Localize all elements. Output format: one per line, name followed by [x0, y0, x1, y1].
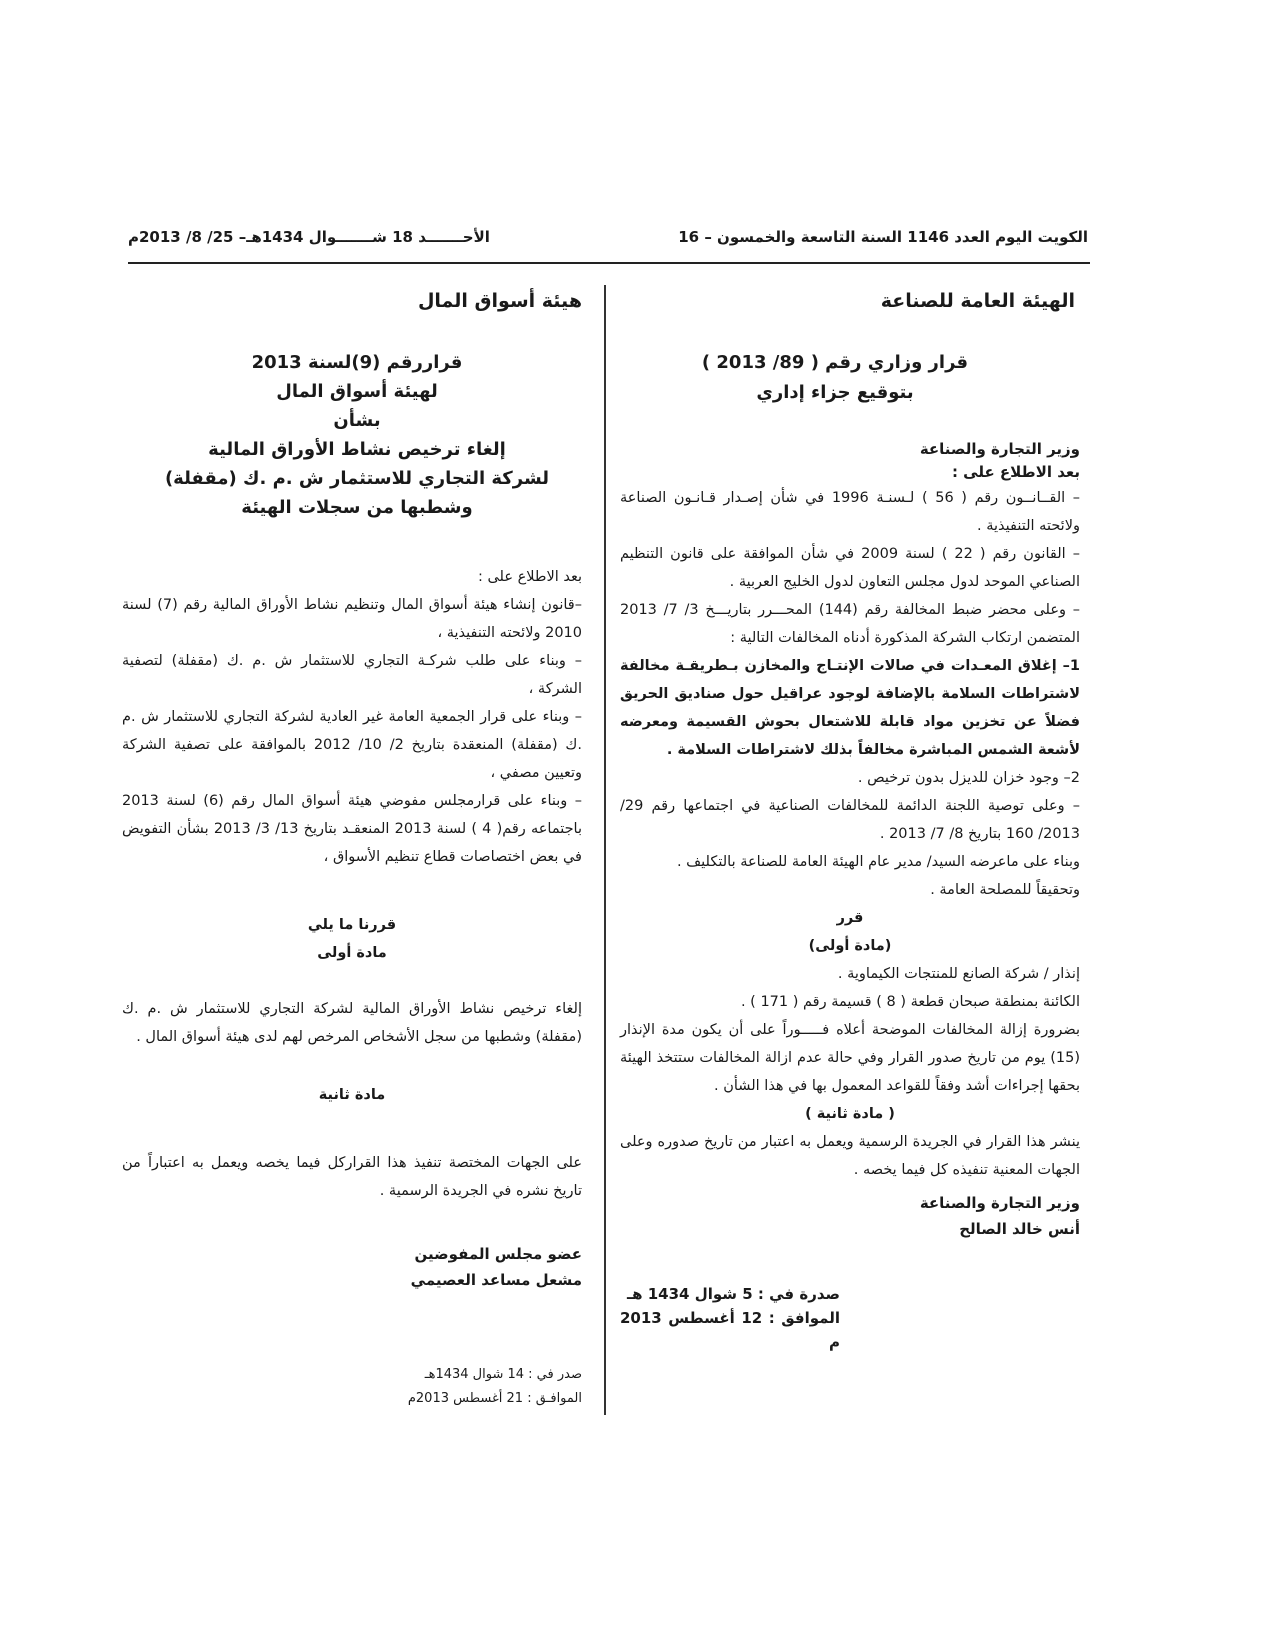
right-paragraph: – وعلى توصية اللجنة الدائمة للمخالفات الصناعية في اجتماعها رقم 29/ 2013/ 160 بتاريخ 8/ 7/ 2013 .: [620, 798, 1080, 842]
right-paragraph: وبناء على ماعرضه السيد/ مدير عام الهيئة العامة للصناعة بالتكليف .: [676, 854, 1080, 870]
left-dates: [122, 1363, 582, 1411]
left-decision-line: قراررقم (9)لسنة 2013: [251, 352, 463, 373]
header-date: الأحـــــــد 18 شـــــــوال 1434هـ– 25/ 8/ 2013م: [128, 228, 490, 246]
right-paragraph: – القانون رقم ( 22 ) لسنة 2009 في شأن الموافقة على قانون التنظيم الصناعي الموحد لدول مجلس التعاون لدول الخليج العربية .: [620, 546, 1080, 590]
right-article2: ينشر هذا القرار في الجريدة الرسمية ويعمل به اعتبار من تاريخ صدوره وعلى الجهات المعنية تنفيذه كل فيما يخصه .: [620, 1134, 1080, 1178]
left-decided: قررنا ما يلي: [307, 917, 397, 933]
left-article2-heading: مادة ثانية: [318, 1087, 386, 1103]
header-rule: [128, 262, 1090, 264]
right-signature: [620, 1190, 1080, 1242]
right-dates: [620, 1282, 1080, 1354]
left-decision-line: إلغاء ترخيص نشاط الأوراق المالية: [208, 439, 506, 460]
right-paragraph: – وعلى محضر ضبط المخالفة رقم (144) المحـــرر بتاريـــخ 3/ 7/ 2013 المتضمن ارتكاب الشركة المذكورة أدناه المخالفات التالية :: [620, 602, 1080, 646]
right-after-review: بعد الاطلاع على :: [951, 463, 1080, 481]
right-minister: وزير التجارة والصناعة: [919, 440, 1080, 458]
left-decision-line: بشأن: [333, 410, 381, 431]
right-article1-heading: (مادة أولى): [808, 938, 892, 954]
right-paragraph: وتحقيقاً للمصلحة العامة .: [930, 882, 1080, 898]
left-article1-heading: مادة أولى: [317, 945, 387, 961]
left-decision-line: وشطبها من سجلات الهيئة: [241, 497, 473, 518]
left-corresponding-date: الموافـق : 21 أغسطس 2013م: [407, 1391, 582, 1406]
left-paragraph: – وبناء على طلب شركـة التجاري للاستثمار ش .م .ك (مقفلة) لتصفية الشركة ،: [122, 653, 582, 697]
left-agency-title: هيئة أسواق المال: [417, 290, 582, 312]
left-signer-title: عضو مجلس المفوضين: [414, 1245, 582, 1263]
column-divider: [604, 285, 606, 1415]
left-paragraph: – وبناء على قرار الجمعية العامة غير العادية لشركة التجاري للاستثمار ش .م .ك (مقفلة) المنعقدة بتاريخ 2/ 10/ 2012 بالموافقة على تصفية الشركة وتعيين مصفي ،: [122, 709, 582, 781]
right-article1-line: إنذار / شركة الصانع للمنتجات الكيماوية .: [837, 966, 1080, 982]
right-violation-1: 1– إغلاق المعـدات في صالات الإنتـاج والمخازن بـطريقـة مخالفة لاشتراطات السلامة بالإضافة لوجود عراقيل حول صناديق الحريق فضلاً عن تخزين مواد قابلة للاشتعال بحوش القسيمة ومعرضه لأشعة الشمس المباشرة مخالفاً بذلك لاشتراطات السلامة .: [620, 658, 1080, 758]
left-body: [122, 563, 582, 1411]
right-corresponding-date: الموافق : 12 أغسطس 2013 م: [620, 1309, 840, 1351]
right-violation-2: 2– وجود خزان للديزل بدون ترخيص .: [857, 770, 1080, 786]
right-signer-title: وزير التجارة والصناعة: [919, 1194, 1080, 1212]
left-article1: إلغاء ترخيص نشاط الأوراق المالية لشركة التجاري للاستثمار ش .م .ك (مقفلة) وشطبها من سجل الأشخاص المرخص لهم لدى هيئة أسواق المال .: [122, 1001, 582, 1045]
right-agency-title: الهيئة العامة للصناعة: [880, 290, 1075, 312]
right-decided: قرر: [836, 910, 864, 926]
right-paragraph: – القــانــون رقم ( 56 ) لـسنـة 1996 في شأن إصـدار قـانـون الصناعة ولائحته التنفيذية .: [620, 490, 1081, 534]
right-article1-line: الكائنة بمنطقة صبحان قطعة ( 8 ) قسيمة رقم ( 171 ) .: [740, 994, 1080, 1010]
left-article2: على الجهات المختصة تنفيذ هذا القراركل فيما يخصه ويعمل به اعتباراً من تاريخ نشره في الجريدة الرسمية .: [122, 1155, 582, 1199]
left-paragraph: –قانون إنشاء هيئة أسواق المال وتنظيم نشاط الأوراق المالية رقم (7) لسنة 2010 ولائحته التنفيذية ،: [122, 597, 582, 641]
left-decision-line: لهيئة أسواق المال: [276, 381, 438, 402]
header-issue-info: الكويت اليوم العدد 1146 السنة التاسعة والخمسون – 16: [678, 228, 1088, 246]
left-issued-date: صدر في : 14 شوال 1434هـ: [424, 1367, 582, 1382]
right-issued-date: صدرة في : 5 شوال 1434 هـ: [626, 1285, 840, 1303]
right-signer-name: أنس خالد الصالح: [959, 1220, 1080, 1238]
right-article2-heading: ( مادة ثانية ): [805, 1106, 895, 1122]
right-decision-heading: [620, 348, 1050, 408]
left-decision-line: لشركة التجاري للاستثمار ش .م .ك (مقفلة): [164, 468, 550, 489]
right-decision-subject: بتوقيع جزاء إداري: [756, 382, 914, 403]
right-article1-line: بضرورة إزالة المخالفات الموضحة أعلاه فـــــوراً على أن يكون مدة الإنذار (15) يوم من تاريخ صدور القرار وفي حالة عدم ازالة المخالفات ستتخذ الهيئة بحقها إجراءات أشد وفقاً للقواعد المعمول بها في هذا الشأن .: [620, 1022, 1080, 1094]
right-decision-title: قرار وزاري رقم ( 89/ 2013 ): [701, 352, 969, 373]
page-header: [128, 228, 1088, 258]
left-paragraph: – وبناء على قرارمجلس مفوضي هيئة أسواق المال رقم (6) لسنة 2013 باجتماعه رقم( 4 ) لسنة 2013 المنعقـد بتاريخ 13/ 3/ 2013 بشأن التفويض في بعض اختصاصات قطاع تنظيم الأسواق ،: [122, 793, 582, 865]
left-signer-name: مشعل مساعد العصيمي: [410, 1271, 582, 1289]
left-decision-heading: [142, 348, 572, 522]
right-body: [620, 438, 1080, 1354]
left-after-review: بعد الاطلاع على :: [477, 569, 582, 585]
left-signature: [122, 1241, 582, 1293]
